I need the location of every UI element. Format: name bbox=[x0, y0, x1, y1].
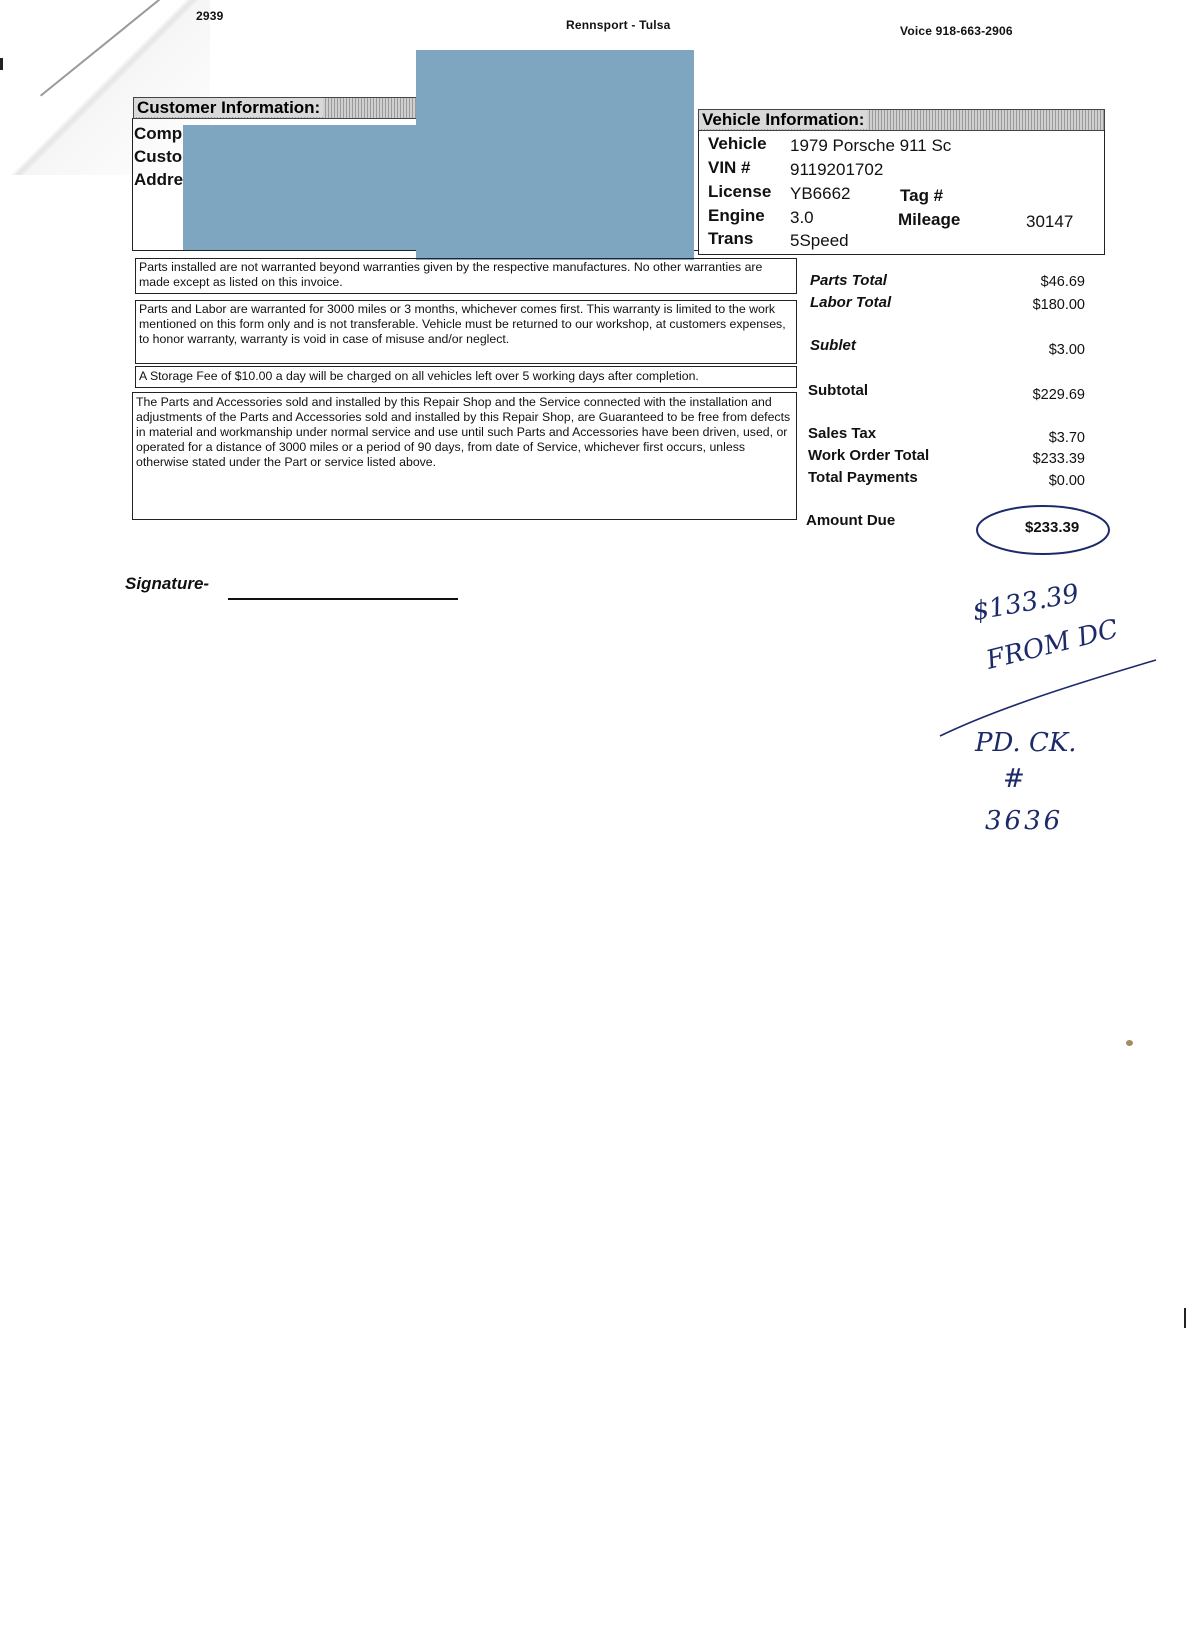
trans-value: 5Speed bbox=[790, 231, 849, 250]
mileage-value: 30147 bbox=[1026, 212, 1074, 231]
storage-fee-notice: A Storage Fee of $10.00 a day will be charged on all vehicles left over 5 working days after completion. bbox=[135, 366, 797, 388]
amount-due-value: $233.39 bbox=[1025, 519, 1080, 536]
work-order-total-value: $233.39 bbox=[1032, 451, 1085, 467]
handwritten-number-sign: # bbox=[1003, 764, 1025, 794]
company-label: Comp bbox=[134, 124, 183, 143]
total-payments-label: Total Payments bbox=[808, 469, 918, 486]
parts-total-value: $46.69 bbox=[1040, 274, 1085, 290]
engine-label: Engine bbox=[708, 206, 765, 225]
handwritten-from: FROM DC bbox=[983, 614, 1122, 676]
customer-label: Custo bbox=[134, 147, 183, 166]
document-number: 2939 bbox=[196, 9, 224, 23]
total-payments-value: $0.00 bbox=[1048, 473, 1085, 489]
sublet-value: $3.00 bbox=[1048, 342, 1085, 358]
license-value: YB6662 bbox=[790, 184, 851, 203]
vehicle-info-header bbox=[698, 109, 1105, 131]
trans-label: Trans bbox=[708, 229, 754, 248]
engine-value: 3.0 bbox=[790, 208, 814, 227]
sublet-label: Sublet bbox=[810, 337, 856, 354]
customer-info-header bbox=[133, 97, 417, 119]
shop-name: Rennsport - Tulsa bbox=[566, 18, 671, 32]
customer-info-title: Customer Information: bbox=[134, 98, 323, 117]
mileage-label: Mileage bbox=[898, 210, 961, 229]
sales-tax-value: $3.70 bbox=[1048, 430, 1085, 446]
handwritten-amount: $133.39 bbox=[970, 578, 1082, 628]
license-label: License bbox=[708, 182, 772, 201]
tag-label: Tag # bbox=[900, 186, 944, 205]
amount-due-label: Amount Due bbox=[806, 512, 896, 529]
scan-speck bbox=[1126, 1040, 1133, 1046]
redaction-block bbox=[416, 50, 694, 260]
vin-value: 9119201702 bbox=[790, 160, 884, 179]
warranty-manufacturer: Parts installed are not warranted beyond warranties given by the respective manufactures. No other warranties are made except as listed on this invoice. bbox=[135, 258, 797, 294]
parts-total-label: Parts Total bbox=[810, 272, 887, 289]
handwritten-paid-check: PD. CK. bbox=[975, 728, 1077, 758]
work-order-total-label: Work Order Total bbox=[808, 447, 930, 464]
subtotal-label: Subtotal bbox=[808, 382, 868, 399]
amount-due-circled bbox=[975, 502, 1115, 558]
vehicle-info-title: Vehicle Information: bbox=[699, 110, 867, 129]
scan-edge-mark bbox=[1184, 1308, 1186, 1328]
signature-line[interactable] bbox=[228, 598, 458, 600]
labor-total-value: $180.00 bbox=[1032, 297, 1085, 313]
subtotal-value: $229.69 bbox=[1032, 387, 1085, 403]
sales-tax-label: Sales Tax bbox=[808, 425, 877, 442]
vehicle-label: Vehicle bbox=[708, 134, 767, 153]
scan-edge-mark bbox=[0, 58, 3, 70]
warranty-parts-accessories: The Parts and Accessories sold and installed by this Repair Shop and the Service connected with the installation and adjustments of the Parts and Accessories sold and installed by this Repair Shop, are Guaranteed to be free from defects in material and workmanship under normal service and use until such Parts and Accessories have been driven, used, or operated for a distance of 3000 miles or a period of 90 days, from date of Service, whichever first occurs, unless otherwise stated under the Part or service listed above. bbox=[132, 392, 797, 520]
handwritten-check-number: 3636 bbox=[985, 806, 1064, 836]
warranty-parts-labor: Parts and Labor are warranted for 3000 miles or 3 months, whichever comes first. This warranty is limited to the work mentioned on this form only and is not transferable. Vehicle must be returned to our workshop, at customers expenses, to honor warranty, warranty is void in case of misuse and/or neglect. bbox=[135, 300, 797, 364]
shop-phone: Voice 918-663-2906 bbox=[900, 24, 1013, 38]
redaction-block bbox=[183, 125, 418, 250]
vehicle-value: 1979 Porsche 911 Sc bbox=[790, 136, 952, 155]
signature-label: Signature- bbox=[125, 574, 210, 593]
vin-label: VIN # bbox=[708, 158, 751, 177]
address-label: Addre bbox=[134, 170, 184, 189]
handwritten-strike-line bbox=[938, 658, 1158, 738]
labor-total-label: Labor Total bbox=[810, 294, 892, 311]
